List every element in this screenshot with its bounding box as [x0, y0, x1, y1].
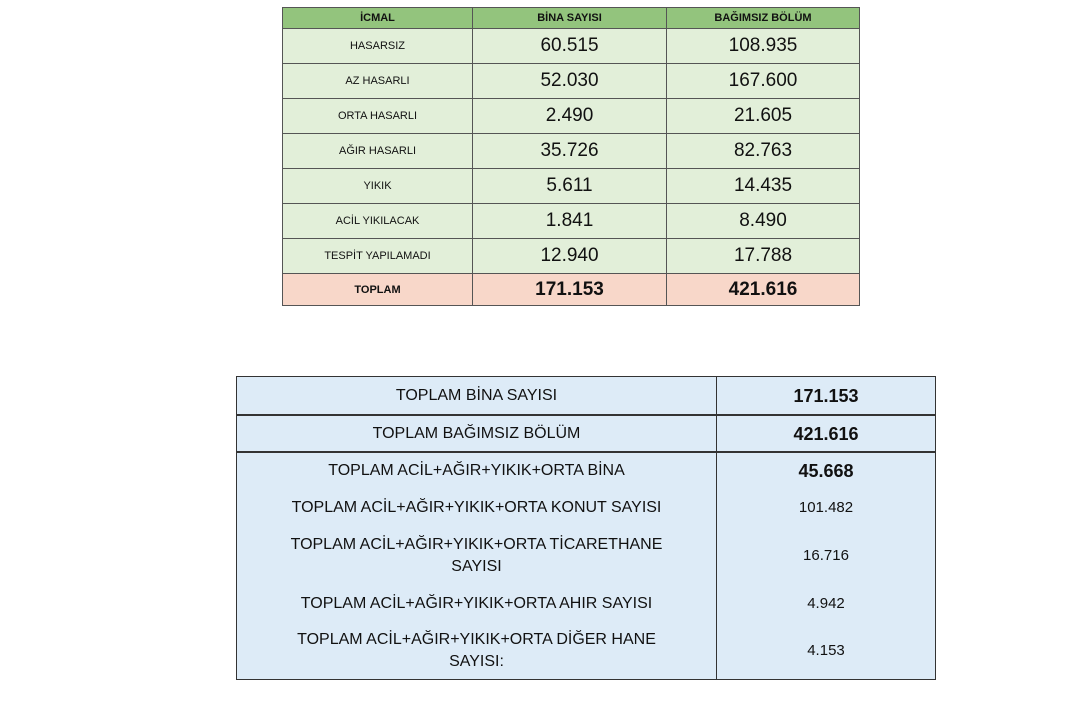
- icmal-header-bina-sayisi: BİNA SAYISI: [473, 8, 667, 29]
- table-row: [283, 99, 860, 134]
- icmal-header-bagimsiz-bolum: BAĞIMSIZ BÖLÜM: [667, 8, 860, 29]
- icmal-table: [282, 7, 860, 306]
- summary-value: 421.616: [717, 415, 936, 452]
- summary-row: [237, 377, 936, 416]
- summary-row: [237, 527, 936, 585]
- table-row: [283, 64, 860, 99]
- bagimsiz-value: 17.788: [667, 239, 860, 274]
- row-label: ORTA HASARLI: [283, 99, 473, 134]
- row-label: YIKIK: [283, 169, 473, 204]
- summary-row: [237, 585, 936, 623]
- summary-label: TOPLAM ACİL+AĞIR+YIKIK+ORTA TİCARETHANE SAYISI: [237, 527, 717, 585]
- bagimsiz-value: 82.763: [667, 134, 860, 169]
- summary-label: TOPLAM ACİL+AĞIR+YIKIK+ORTA BİNA: [237, 452, 717, 489]
- bagimsiz-value: 8.490: [667, 204, 860, 239]
- summary-value: 4.942: [717, 585, 936, 623]
- row-label: TESPİT YAPILAMADI: [283, 239, 473, 274]
- summary-value: 4.153: [717, 623, 936, 680]
- table-row: [283, 169, 860, 204]
- bina-value: 5.611: [473, 169, 667, 204]
- total-label: TOPLAM: [283, 274, 473, 306]
- total-bagimsiz-value: 421.616: [667, 274, 860, 306]
- summary-label: TOPLAM BİNA SAYISI: [237, 377, 717, 416]
- table-row: [283, 134, 860, 169]
- total-bina-value: 171.153: [473, 274, 667, 306]
- row-label: ACİL YIKILACAK: [283, 204, 473, 239]
- bagimsiz-value: 108.935: [667, 29, 860, 64]
- bagimsiz-value: 21.605: [667, 99, 860, 134]
- summary-row: [237, 415, 936, 452]
- bina-value: 52.030: [473, 64, 667, 99]
- table-row: [283, 239, 860, 274]
- table-row: [283, 204, 860, 239]
- table-row: [283, 29, 860, 64]
- summary-label: TOPLAM BAĞIMSIZ BÖLÜM: [237, 415, 717, 452]
- row-label: AZ HASARLI: [283, 64, 473, 99]
- summary-row: [237, 452, 936, 489]
- summary-row: [237, 623, 936, 680]
- bagimsiz-value: 167.600: [667, 64, 860, 99]
- summary-value: 101.482: [717, 489, 936, 527]
- bina-value: 35.726: [473, 134, 667, 169]
- icmal-header-category: İCMAL: [283, 8, 473, 29]
- bina-value: 60.515: [473, 29, 667, 64]
- bagimsiz-value: 14.435: [667, 169, 860, 204]
- summary-label: TOPLAM ACİL+AĞIR+YIKIK+ORTA AHIR SAYISI: [237, 585, 717, 623]
- bina-value: 1.841: [473, 204, 667, 239]
- summary-label: TOPLAM ACİL+AĞIR+YIKIK+ORTA DİĞER HANE SAYISI:: [237, 623, 717, 680]
- summary-table: [236, 376, 936, 680]
- summary-label: TOPLAM ACİL+AĞIR+YIKIK+ORTA KONUT SAYISI: [237, 489, 717, 527]
- icmal-header-row: [283, 8, 860, 29]
- row-label: HASARSIZ: [283, 29, 473, 64]
- summary-value: 45.668: [717, 452, 936, 489]
- row-label: AĞIR HASARLI: [283, 134, 473, 169]
- summary-value: 16.716: [717, 527, 936, 585]
- bina-value: 2.490: [473, 99, 667, 134]
- summary-row: [237, 489, 936, 527]
- total-row: [283, 274, 860, 306]
- summary-value: 171.153: [717, 377, 936, 416]
- bina-value: 12.940: [473, 239, 667, 274]
